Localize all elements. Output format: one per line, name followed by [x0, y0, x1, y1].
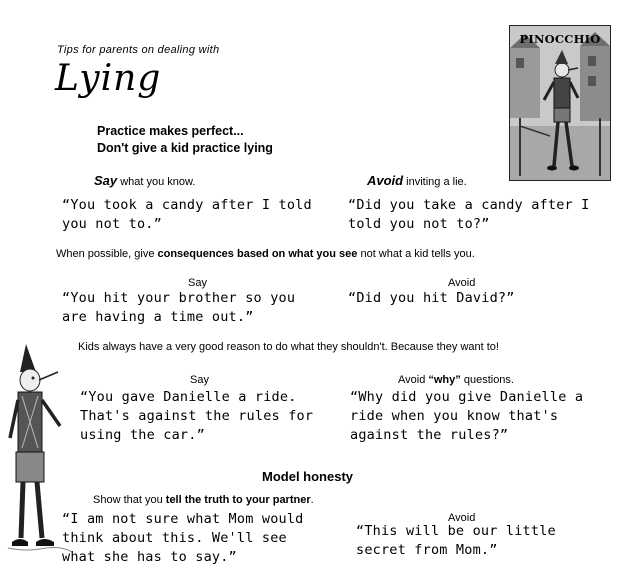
- poster-title: PINOCCHIO: [519, 32, 601, 46]
- model-honesty-heading: Model honesty: [262, 469, 354, 484]
- avoid-emphasis: Avoid: [367, 173, 404, 188]
- tip-truth-post: .: [310, 494, 314, 506]
- section3-say-label: Say: [190, 374, 209, 386]
- avoid-why-post: questions.: [460, 374, 514, 386]
- section1-avoid-label: [367, 173, 467, 188]
- tip-consequences-post: not what a kid tells you.: [357, 248, 475, 260]
- section3-avoid-label: [398, 374, 514, 386]
- section2-avoid-quote: “Did you hit David?”: [348, 290, 515, 306]
- say-emphasis: Say: [94, 173, 118, 188]
- section3-say-quote: “You gave Danielle a ride. That's against the rules for using the car.”: [80, 389, 314, 443]
- tip-consequences-pre: When possible, give: [56, 248, 158, 260]
- tip-truth-bold: tell the truth to your partner: [165, 494, 311, 506]
- avoid-why-pre: Avoid: [398, 374, 429, 386]
- section1-say-label: [94, 173, 195, 188]
- section3-avoid-quote: “Why did you give Danielle a ride when you know that's against the rules?”: [350, 389, 584, 443]
- section2-say-quote: “You hit your brother so you are having a time out.”: [62, 290, 296, 325]
- tip-reason: Kids always have a very good reason to do what they shouldn't. Because they want to!: [78, 341, 499, 353]
- section2-say-label: Say: [188, 277, 207, 289]
- section1-avoid-quote: “Did you take a candy after I told you not to?”: [348, 197, 590, 232]
- page-title: Lying: [55, 58, 162, 99]
- tip-consequences: [56, 248, 475, 260]
- tip-truth: [93, 494, 314, 506]
- pinocchio-poster-illustration: [510, 26, 610, 180]
- section2-avoid-label: Avoid: [448, 277, 476, 289]
- section4-avoid-quote: “This will be our little secret from Mom.”: [356, 523, 556, 558]
- tip-consequences-bold: consequences based on what you see: [157, 248, 358, 260]
- tip-truth-pre: Show that you: [93, 494, 166, 506]
- section1-say-quote: “You took a candy after I told you not to.”: [62, 197, 312, 232]
- intro-line-2: Don't give a kid practice lying: [97, 141, 273, 155]
- say-label-rest: what you know.: [117, 176, 196, 188]
- pinocchio-poster-image: [509, 25, 611, 181]
- avoid-why-bold: “why”: [428, 374, 461, 386]
- avoid-label-rest: inviting a lie.: [403, 176, 467, 188]
- section4-say-quote: “I am not sure what Mom would think about this. We'll see what she has to say.”: [62, 511, 304, 565]
- section4-avoid-label: Avoid: [448, 512, 476, 524]
- page-subtitle: Tips for parents on dealing with: [57, 44, 220, 56]
- intro-line-1: Practice makes perfect...: [97, 124, 244, 138]
